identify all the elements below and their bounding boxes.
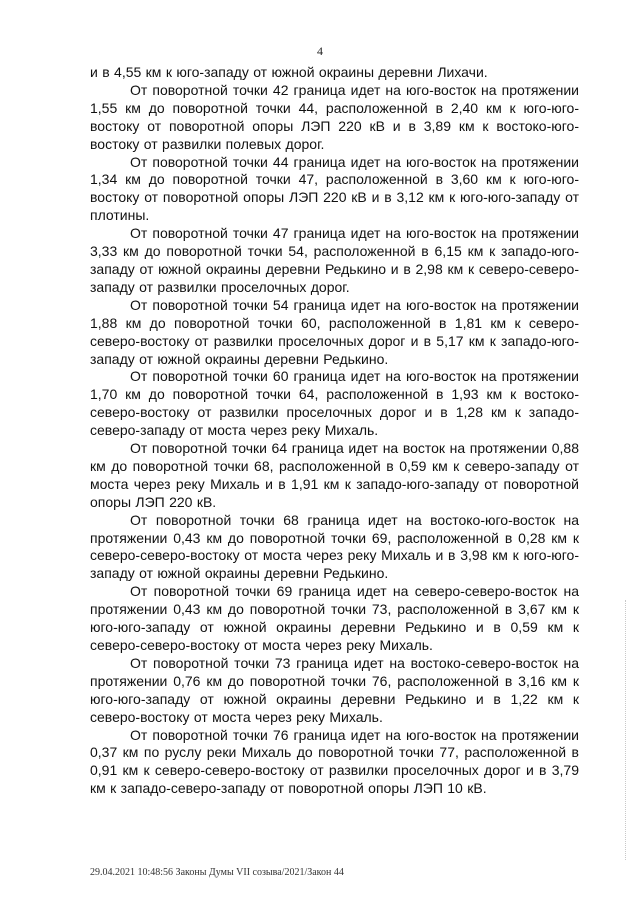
paragraph-point-42: От поворотной точки 42 граница идет на юго-восток на протяжении 1,55 км до поворотной точки 44, расположенной в 2,40 км к юго-юго-востоку от поворотной опоры ЛЭП 220 кВ и в 3,89 км к востоко-юго-востоку от развилки полевых дорог. bbox=[90, 81, 579, 152]
paragraph-point-76: От поворотной точки 76 граница идет на юго-восток на протяжении 0,37 км по руслу реки Михаль до поворотной точки 77, расположенной в 0,91 км к северо-северо-востоку от развилки проселочных дорог и в 3,79 км к западо-северо-западу от поворотной опоры ЛЭП 10 кВ. bbox=[90, 726, 579, 797]
paragraph-point-54: От поворотной точки 54 граница идет на юго-восток на протяжении 1,88 км до поворотной точки 60, расположенной в 1,81 км к северо-северо-востоку от развилки проселочных дорог и в 5,17 км к западо-юго-западу от южной окраины деревни Редькино. bbox=[90, 296, 579, 367]
document-body bbox=[90, 64, 579, 798]
paragraph-point-69: От поворотной точки 69 граница идет на северо-северо-восток на протяжении 0,43 км до поворотной точки 73, расположенной в 3,67 км к юго-юго-западу от южной окраины деревни Редькино и в 0,59 км к северо-северо-востоку от моста через реку Михаль. bbox=[90, 583, 579, 653]
paragraph-point-44: От поворотной точки 44 граница идет на юго-восток на протяжении 1,34 км до поворотной точки 47, расположенной в 3,60 км к юго-юго-востоку от поворотной опоры ЛЭП 220 кВ и в 3,12 км к юго-юго-западу от плотины. bbox=[90, 153, 579, 224]
paragraph-continuation: и в 4,55 км к юго-западу от южной окраины деревни Лихачи. bbox=[90, 64, 488, 80]
paragraph-point-73: От поворотной точки 73 граница идет на востоко-северо-восток на протяжении 0,76 км до поворотной точки 76, расположенной в 3,16 км к юго-юго-западу от южной окраины деревни Редькино и в 1,22 км к северо-востоку от моста через реку Михаль. bbox=[90, 654, 579, 725]
paragraph-point-64: От поворотной точки 64 граница идет на восток на протяжении 0,88 км до поворотной точки 68, расположенной в 0,59 км к северо-западу от моста через реку Михаль и в 1,91 км к западо-юго-западу от поворотной опоры ЛЭП 220 кВ. bbox=[90, 440, 579, 510]
page-number: 4 bbox=[317, 44, 323, 58]
page-footer: 29.04.2021 10:48:56 Законы Думы VII созыва/2021/Закон 44 bbox=[90, 867, 344, 878]
scan-margin-marks bbox=[625, 600, 632, 860]
paragraph-point-47: От поворотной точки 47 граница идет на юго-восток на протяжении 3,33 км до поворотной точки 54, расположенной в 6,15 км к западо-юго-западу от южной окраины деревни Редькино и в 2,98 км к северо-северо-западу от развилки проселочных дорог. bbox=[90, 225, 579, 295]
paragraph-point-68: От поворотной точки 68 граница идет на востоко-юго-восток на протяжении 0,43 км до поворотной точки 69, расположенной в 0,28 км к северо-северо-востоку от моста через реку Михаль и в 3,98 км к юго-юго-западу от южной окраины деревни Редькино. bbox=[90, 511, 579, 582]
paragraph-point-60: От поворотной точки 60 граница идет на юго-восток на протяжении 1,70 км до поворотной точки 64, расположенной в 1,93 км к востоко-северо-востоку от развилки проселочных дорог и в 1,28 км к западо-северо-западу от моста через реку Михаль. bbox=[90, 368, 579, 439]
